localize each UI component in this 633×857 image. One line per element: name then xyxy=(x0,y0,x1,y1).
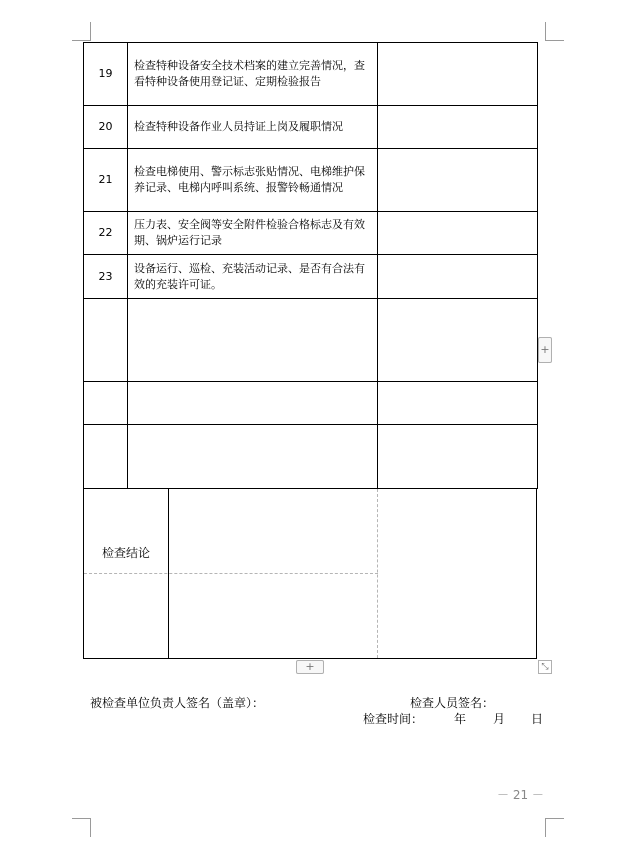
item-description[interactable]: 检查特种设备安全技术档案的建立完善情况，查看特种设备使用登记证、定期检验报告 xyxy=(128,43,378,106)
table-row xyxy=(84,43,538,106)
result-cell[interactable] xyxy=(378,149,538,212)
dashed-divider xyxy=(84,573,378,574)
crop-mark-bottom-left xyxy=(72,818,91,837)
crop-mark-top-left xyxy=(72,22,91,41)
empty-cell[interactable] xyxy=(378,299,538,382)
result-cell[interactable] xyxy=(378,43,538,106)
inspection-table xyxy=(83,42,538,489)
table-row xyxy=(84,255,538,299)
item-number[interactable]: 20 xyxy=(84,106,128,149)
item-number[interactable]: 23 xyxy=(84,255,128,299)
result-cell[interactable] xyxy=(378,106,538,149)
empty-cell[interactable] xyxy=(84,382,128,425)
item-number[interactable]: 21 xyxy=(84,149,128,212)
resize-handle-icon[interactable]: ⤡ xyxy=(538,660,552,674)
empty-cell[interactable] xyxy=(84,425,128,489)
crop-mark-top-right xyxy=(545,22,564,41)
empty-cell[interactable] xyxy=(378,382,538,425)
inspection-time-label: 检查时间： xyxy=(363,712,424,726)
item-description[interactable]: 检查电梯使用、警示标志张贴情况、电梯维护保养记录、电梯内呼叫系统、报警铃畅通情况 xyxy=(128,149,378,212)
crop-mark-bottom-right xyxy=(545,818,564,837)
conclusion-section[interactable] xyxy=(83,489,537,659)
page-number: － 21 － xyxy=(497,788,544,802)
empty-cell[interactable] xyxy=(84,299,128,382)
conclusion-label: 检查结论 xyxy=(101,546,150,560)
table-row xyxy=(84,106,538,149)
item-description[interactable]: 检查特种设备作业人员持证上岗及履职情况 xyxy=(128,106,378,149)
day-label: 日 xyxy=(531,712,544,726)
add-column-button[interactable]: + xyxy=(538,337,552,363)
empty-cell[interactable] xyxy=(128,382,378,425)
item-description[interactable]: 设备运行、巡检、充装活动记录、是否有合法有效的充装许可证。 xyxy=(128,255,378,299)
empty-cell[interactable] xyxy=(128,299,378,382)
month-label: 月 xyxy=(493,712,506,726)
item-number[interactable]: 22 xyxy=(84,212,128,255)
empty-cell[interactable] xyxy=(378,425,538,489)
table-row-empty xyxy=(84,382,538,425)
table-row-empty xyxy=(84,425,538,489)
year-label: 年 xyxy=(454,712,467,726)
table-row xyxy=(84,212,538,255)
table-row xyxy=(84,149,538,212)
table-row-empty xyxy=(84,299,538,382)
add-row-button[interactable]: + xyxy=(296,660,324,674)
result-cell[interactable] xyxy=(378,255,538,299)
inspected-unit-signature-label: 被检查单位负责人签名（盖章）： xyxy=(90,696,265,710)
inspector-signature-label: 检查人员签名： xyxy=(410,696,495,710)
empty-cell[interactable] xyxy=(128,425,378,489)
result-cell[interactable] xyxy=(378,212,538,255)
item-description[interactable]: 压力表、安全阀等安全附件检验合格标志及有效期、锅炉运行记录 xyxy=(128,212,378,255)
item-number[interactable]: 19 xyxy=(84,43,128,106)
